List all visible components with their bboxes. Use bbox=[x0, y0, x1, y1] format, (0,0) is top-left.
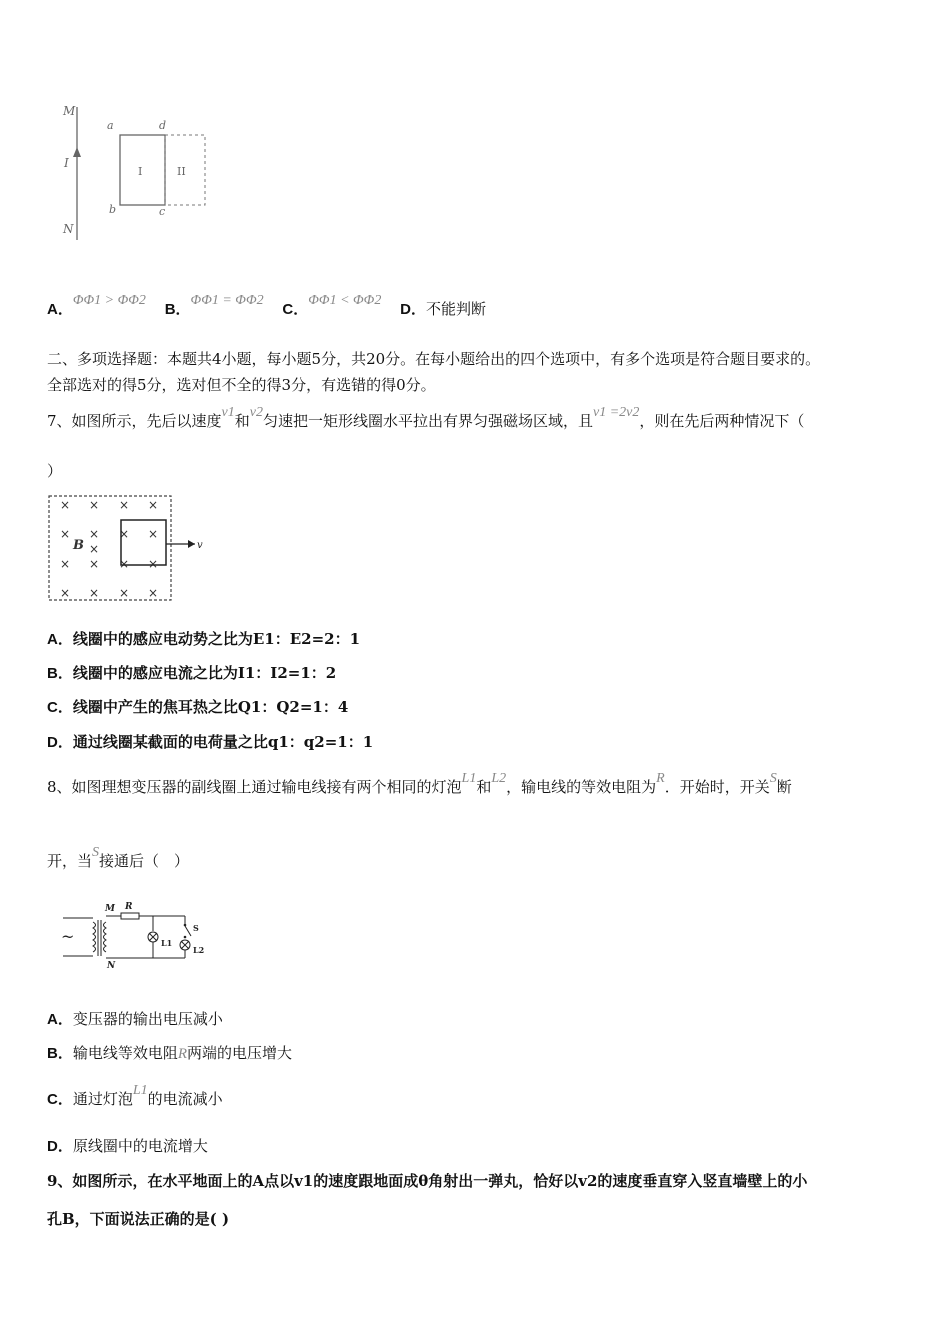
field-b-label: B bbox=[73, 538, 84, 553]
label-s: S bbox=[193, 923, 199, 933]
q6-option-c[interactable]: C．ΦΦ1 < ΦΦ2 bbox=[282, 293, 382, 318]
svg-text:×: × bbox=[148, 586, 159, 600]
q8-stem: 8、如图理想变压器的副线圈上通过输电线接有两个相同的灯泡L1和L2，输电线的等效电阻为R．开始时，开关S断 bbox=[47, 771, 792, 796]
section2-line1: 二、多项选择题：本题共4小题，每小题5分，共20分。在每小题给出的四个选项中，有多个选项是符合题目要求的。 bbox=[47, 350, 821, 368]
label-r: R bbox=[125, 902, 133, 912]
q6-options bbox=[47, 293, 500, 319]
q8-figure bbox=[55, 898, 220, 970]
label-l1: L1 bbox=[161, 938, 173, 948]
svg-text:×: × bbox=[119, 586, 130, 600]
label-n: N bbox=[107, 961, 116, 970]
svg-text:×: × bbox=[60, 498, 71, 512]
label-c: c bbox=[159, 205, 166, 218]
svg-text:×: × bbox=[89, 557, 100, 571]
frame-region-1 bbox=[120, 135, 165, 205]
svg-text:×: × bbox=[89, 542, 100, 556]
resistor-r bbox=[121, 913, 139, 919]
q6-figure bbox=[55, 95, 255, 250]
label-m: M bbox=[105, 904, 115, 914]
primary-coil bbox=[93, 922, 96, 952]
svg-text:×: × bbox=[89, 498, 100, 512]
current-arrow-icon bbox=[73, 147, 81, 157]
q8-option-a[interactable]: A．变压器的输出电压减小 bbox=[47, 1010, 223, 1028]
q7-option-d[interactable]: D．通过线圈某截面的电荷量之比q1：q2=1：1 bbox=[47, 733, 374, 751]
q7-option-a[interactable]: A．线圈中的感应电动势之比为E1：E2=2：1 bbox=[47, 630, 361, 648]
q6-option-d[interactable]: D．不能判断 bbox=[400, 300, 486, 318]
svg-text:×: × bbox=[119, 498, 130, 512]
svg-text:×: × bbox=[60, 586, 71, 600]
q7-option-b[interactable]: B．线圈中的感应电流之比为I1：I2=1：2 bbox=[47, 664, 337, 682]
q8-option-b[interactable]: B．输电线等效电阻R两端的电压增大 bbox=[47, 1044, 293, 1062]
q9-line2: 孔B，下面说法正确的是( ) bbox=[47, 1210, 230, 1228]
svg-text:×: × bbox=[148, 527, 159, 541]
q8-option-d[interactable]: D．原线圈中的电流增大 bbox=[47, 1137, 208, 1155]
svg-text:×: × bbox=[60, 557, 71, 571]
svg-text:×: × bbox=[148, 498, 159, 512]
q6-option-a[interactable]: A．ΦΦ1 > ΦΦ2 bbox=[47, 293, 146, 318]
velocity-label: v bbox=[197, 540, 203, 551]
switch-s bbox=[185, 926, 191, 936]
ac-source-icon: ~ bbox=[61, 927, 75, 946]
label-i: I bbox=[64, 156, 69, 170]
svg-text:×: × bbox=[60, 527, 71, 541]
svg-text:×: × bbox=[119, 527, 130, 541]
q9-line1: 9、如图所示，在水平地面上的A点以v1的速度跟地面成θ角射出一弹丸，恰好以v2的速度垂直穿入竖直墙壁上的小 bbox=[47, 1172, 808, 1190]
region-2-label: II bbox=[177, 165, 186, 178]
q7-stem-end: ） bbox=[47, 462, 63, 480]
q7-figure bbox=[45, 492, 215, 604]
arrow-head-icon bbox=[188, 540, 195, 548]
svg-text:×: × bbox=[119, 557, 130, 571]
label-m: M bbox=[63, 104, 76, 118]
svg-text:×: × bbox=[89, 586, 100, 600]
q6-option-b[interactable]: B．ΦΦ1 = ΦΦ2 bbox=[164, 293, 264, 318]
secondary-coil bbox=[104, 922, 107, 952]
q8-option-c[interactable]: C．通过灯泡L1的电流减小 bbox=[47, 1083, 223, 1108]
label-l2: L2 bbox=[193, 945, 205, 955]
q7-stem: 7、如图所示，先后以速度v1和v2匀速把一矩形线圈水平拉出有界匀强磁场区域，且v1 =2v2，则在先后两种情况下（ bbox=[47, 405, 805, 430]
label-a: a bbox=[107, 119, 114, 132]
svg-text:×: × bbox=[148, 557, 159, 571]
section2-line2: 全部选对的得5分，选对但不全的得3分，有选错的得0分。 bbox=[47, 376, 436, 394]
label-d: d bbox=[159, 119, 167, 132]
label-n: N bbox=[63, 222, 74, 236]
svg-text:×: × bbox=[89, 527, 100, 541]
region-1-label: I bbox=[138, 165, 143, 178]
label-b: b bbox=[109, 203, 117, 216]
q8-stem-2: 开，当S接通后（ ） bbox=[47, 845, 190, 870]
q7-option-c[interactable]: C．线圈中产生的焦耳热之比Q1：Q2=1：4 bbox=[47, 698, 349, 716]
